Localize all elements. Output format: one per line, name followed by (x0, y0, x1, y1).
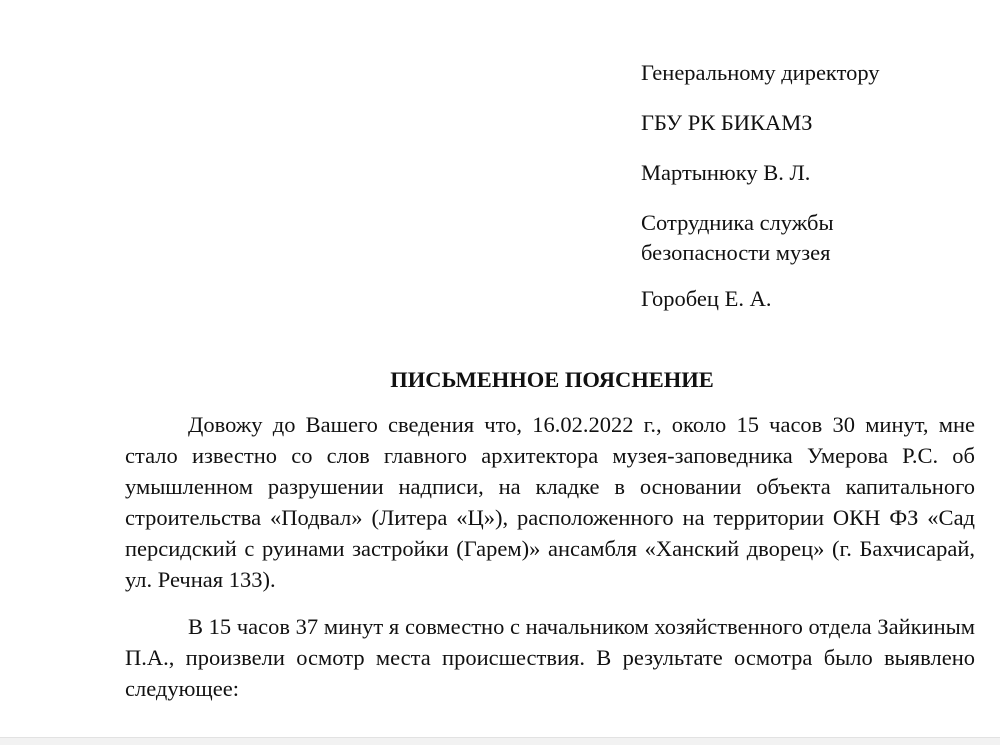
sender-position-line1: Сотрудника службы (641, 210, 834, 235)
addressee-organization: ГБУ РК БИКАМЗ (641, 110, 813, 135)
addressee-block (641, 58, 981, 314)
horizontal-scrollbar[interactable] (0, 737, 1000, 745)
sender-position-line2: безопасности музея (641, 240, 831, 265)
sender-name: Горобец Е. А. (641, 286, 772, 311)
document-title: ПИСЬМЕННОЕ ПОЯСНЕНИЕ (390, 367, 714, 392)
addressee-name: Мартынюку В. Л. (641, 160, 811, 185)
body-paragraph-1: Довожу до Вашего сведения что, 16.02.2022 г., около 15 часов 30 минут, мне стало известно со слов главного архитектора музея-заповедника Умерова Р.С. об умышленном разрушении надписи, на кладке в основании объекта капитального строительства «Подвал» (Литера «Ц»), расположенного на территории ОКН ФЗ «Сад персидский с руинами застройки (Гарем)» ансамбля «Ханский дворец» (г. Бахчисарай, ул. Речная 133). (125, 412, 975, 592)
addressee-position: Генеральному директору (641, 60, 880, 85)
body-paragraph-2: В 15 часов 37 минут я совместно с начальником хозяйственного отдела Зайкиным П.А., произвели осмотр места происшествия. В результате осмотра было выявлено следующее: (125, 614, 975, 701)
document-body (125, 409, 975, 704)
